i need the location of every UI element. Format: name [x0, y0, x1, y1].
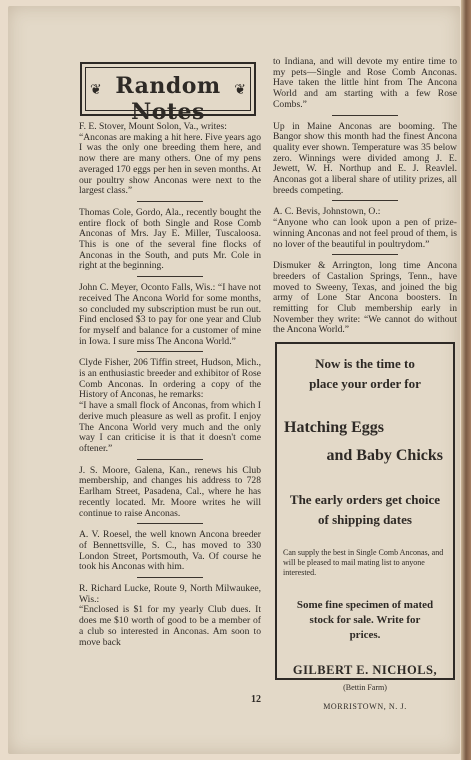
ad-line: of shipping dates: [318, 512, 412, 527]
entry-text: to Indiana, and will devote my entire time to my pets—Single and Rose Comb Anconas. Have taken the little hint from The Ancona World and am starting with a few Rose Combs.”: [273, 56, 457, 110]
ad-early-orders: [277, 490, 453, 530]
divider: [137, 523, 203, 524]
entry-text: A. V. Roesel, the well known Ancona breeder of Bennettsville, S. C., has moved to 330 London Street, Portsmouth, Va. Of course he took his Anconas with him.: [79, 529, 261, 573]
entry-text: “Anconas are making a hit here. Five years ago I was the only one breeding them here, and now there are many others. One of my pens averaged 170 eggs per hen in seven months. At our poultry show Anconas were next to the largest class.”: [79, 131, 261, 197]
ad-line: place your order for: [309, 376, 421, 391]
divider: [332, 115, 398, 116]
book-spine-edge: [461, 0, 471, 760]
entry-heading: A. C. Bevis, Johnstown, O.:: [273, 206, 381, 218]
ornament-right-icon: ❦: [234, 83, 246, 98]
ad-line: stock for sale. Write for: [309, 614, 421, 626]
ad-baby-chicks: and Baby Chicks: [326, 447, 443, 464]
entry-heading: F. E. Stover, Mount Solon, Va., writes:: [79, 121, 227, 132]
ad-stock-for-sale: [277, 598, 453, 643]
ad-line: prices.: [349, 629, 381, 641]
title-banner: [80, 62, 256, 125]
divider: [332, 200, 398, 201]
ad-farm-name: (Bettin Farm): [343, 683, 387, 692]
entry-text: “I have a small flock of Anconas, from which I derive much pleasure as well as profit. I enjoy The Ancona World very much and the only way I can criticise it is that it doesn't come oftener.”: [79, 400, 261, 454]
ornament-left-icon: ❦: [90, 83, 102, 98]
ad-headline: [277, 354, 453, 394]
entry-text: “Enclosed is $1 for my yearly Club dues. It does me $10 worth of good to be a member of a club so interested in Anconas. Am soon to move back: [79, 604, 261, 648]
entry-text: Up in Maine Anconas are booming. The Bangor show this month had the finest Ancona quality ever shown. Temperature was 35 below zero. Winnings were divided among J. E. Jewett, W. H. Northup and E. J. Reavlel. Anconas got a liberal share of utility prizes, all breeds competing.: [273, 120, 457, 196]
divider: [332, 254, 398, 255]
page-title: Random Notes: [115, 73, 221, 125]
entry-text: Thomas Cole, Gordo, Ala., recently bought the entire flock of both Single and Rose Comb Anconas of Mrs. Jay E. Miller, Tuscaloosa. This is one of the several fine flocks of Anconas in the South, and puts Mr. Cole in right at the beginning.: [79, 206, 261, 272]
right-column: [273, 57, 457, 336]
ad-line: Now is the time to: [315, 356, 415, 371]
left-column: [79, 122, 261, 648]
advertisement-box: [275, 342, 455, 711]
entry-text: Clyde Fisher, 206 Tiffin street, Hudson, Mich., is an enthusiastic breeder and exhibitor of Rose Comb Anconas. In ordering a copy of the History of Anconas, he remarks:: [79, 357, 261, 401]
ad-line: Some fine specimen of mated: [296, 599, 434, 611]
divider: [137, 276, 203, 277]
entry-text: “Anyone who can look upon a pen of prize-winning Anconas and not feel proud of them, is no lover of the beautiful in poultrydom.”: [273, 217, 457, 250]
entry-text: John C. Meyer, Oconto Falls, Wis.: “I have not received The Ancona World for some months, so concluded my subscription must be run out. Find enclosed $3 to pay for one year and Club for myself and balance for a customer of mine in Iowa. I sure miss The Ancona World.”: [79, 282, 261, 347]
entry-text: Dismuker & Arrington, long time Ancona breeders of Castalion Springs, Tenn., have moved to Sweeny, Texas, and joined the big army of Lone Star Ancona boosters. In remitting for Club membership early in November they write: “We cannot do without the Ancona World.”: [273, 260, 457, 336]
ad-hatching-eggs: Hatching Eggs: [284, 419, 385, 436]
page-number: 12: [251, 694, 261, 705]
entry-heading: R. Richard Lucke, Route 9, North Milwaukee, Wis.:: [79, 583, 261, 605]
divider: [137, 577, 203, 578]
divider: [137, 351, 203, 352]
ad-line: The early orders get choice: [289, 492, 441, 507]
entry-text: J. S. Moore, Galena, Kan., renews his Club membership, and changes his address to 728 Earlham Street, Pasadena, Cal., where he has recently located. Mr. Moore writes he will continue to raise Anconas.: [79, 464, 261, 519]
ad-small-print: Can supply the best in Single Comb Anconas, and will be pleased to mail mating list to anyone interested.: [283, 548, 444, 577]
divider: [137, 201, 203, 202]
ad-advertiser-name: GILBERT E. NICHOLS,: [292, 663, 438, 677]
divider: [137, 459, 203, 460]
ad-town: MORRISTOWN, N. J.: [323, 702, 407, 711]
